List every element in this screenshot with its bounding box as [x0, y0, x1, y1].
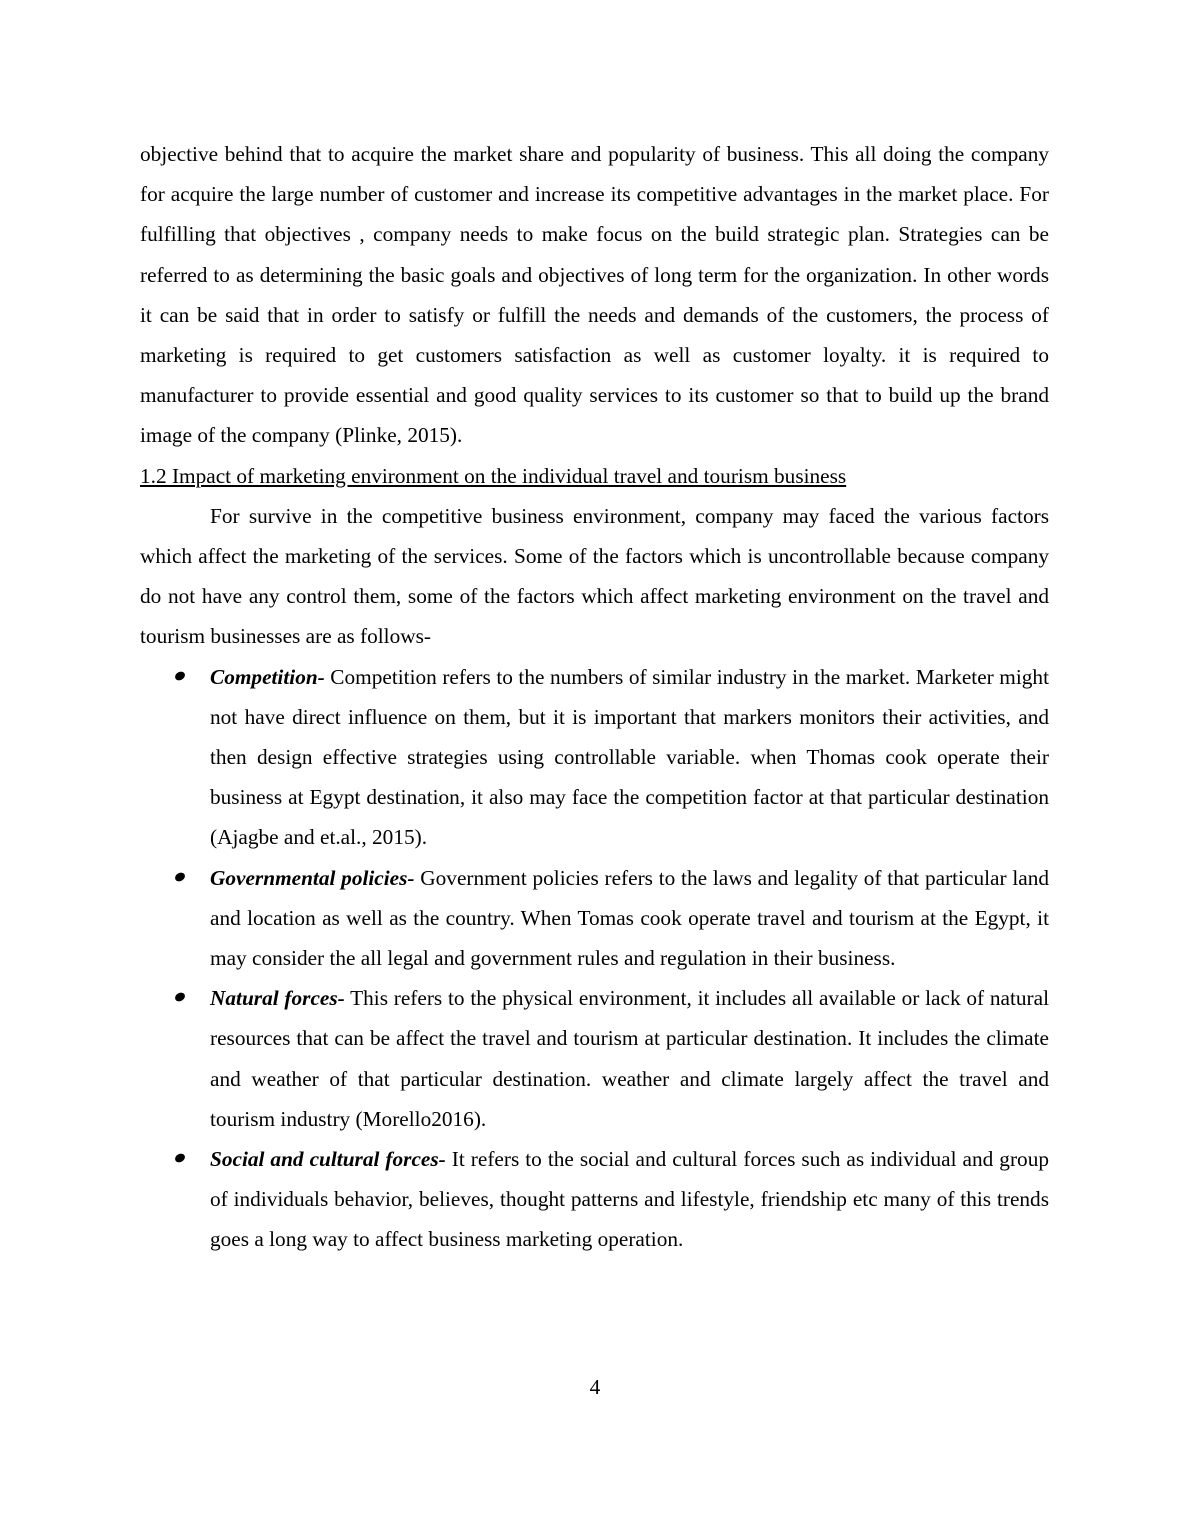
factor-term: Competition-	[210, 664, 325, 689]
factor-term: Natural forces-	[210, 986, 345, 1011]
bullet-icon	[173, 670, 186, 682]
page-number: 4	[589, 1375, 601, 1399]
factor-term: Social and cultural forces-	[210, 1147, 446, 1172]
factor-description: This refers to the physical environment, it includes all available or lack of natural resources that can be affect the travel and tourism at particular destination. It includes the climate and weather of that particular destination. weather and climate largely affect the travel and tourism industry (Morello2016).	[210, 986, 1049, 1131]
factor-description: Competition refers to the numbers of similar industry in the market. Marketer might not have direct influence on them, but it is important that markers monitors their activities, and then design effective strategies using controllable variable. when Thomas cook operate their business at Egypt destination, it also may face the competition factor at that particular destination (Ajagbe and et.al., 2015).	[210, 664, 1049, 850]
bullet-icon	[173, 991, 186, 1003]
factor-term: Governmental policies-	[210, 865, 415, 890]
intro-paragraph: For survive in the competitive business environment, company may faced the various factors which affect the marketing of the services. Some of the factors which is uncontrollable because company do not have any control them, some of the factors which affect marketing environment on the travel and tourism businesses are as follows-	[140, 503, 1049, 649]
page-body	[140, 134, 1049, 1260]
list-item	[140, 1139, 1049, 1260]
list-item	[140, 978, 1049, 1139]
list-item	[140, 657, 1049, 858]
section-heading: 1.2 Impact of marketing environment on the individual travel and tourism business	[140, 463, 847, 488]
opening-paragraph: objective behind that to acquire the market share and popularity of business. This all doing the company for acquire the large number of customer and increase its competitive advantages in the market place. For fulfilling that objectives , company needs to make focus on the build strategic plan. Strategies can be referred to as determining the basic goals and objectives of long term for the organization. In other words it can be said that in order to satisfy or fulfill the needs and demands of the customers, the process of marketing is required to get customers satisfaction as well as customer loyalty. it is required to manufacturer to provide essential and good quality services to its customer so that to build up the brand image of the company (Plinke, 2015).	[140, 142, 1049, 448]
factor-description: Government policies refers to the laws and legality of that particular land and location as well as the country. When Tomas cook operate travel and tourism at the Egypt, it may consider the all legal and government rules and regulation in their business.	[210, 865, 1049, 971]
factor-description: It refers to the social and cultural forces such as individual and group of individuals behavior, believes, thought patterns and lifestyle, friendship etc many of this trends goes a long way to affect business marketing operation.	[210, 1147, 1049, 1252]
bullet-icon	[173, 871, 186, 883]
factors-list	[140, 657, 1049, 1260]
bullet-icon	[173, 1152, 186, 1164]
list-item	[140, 858, 1049, 979]
